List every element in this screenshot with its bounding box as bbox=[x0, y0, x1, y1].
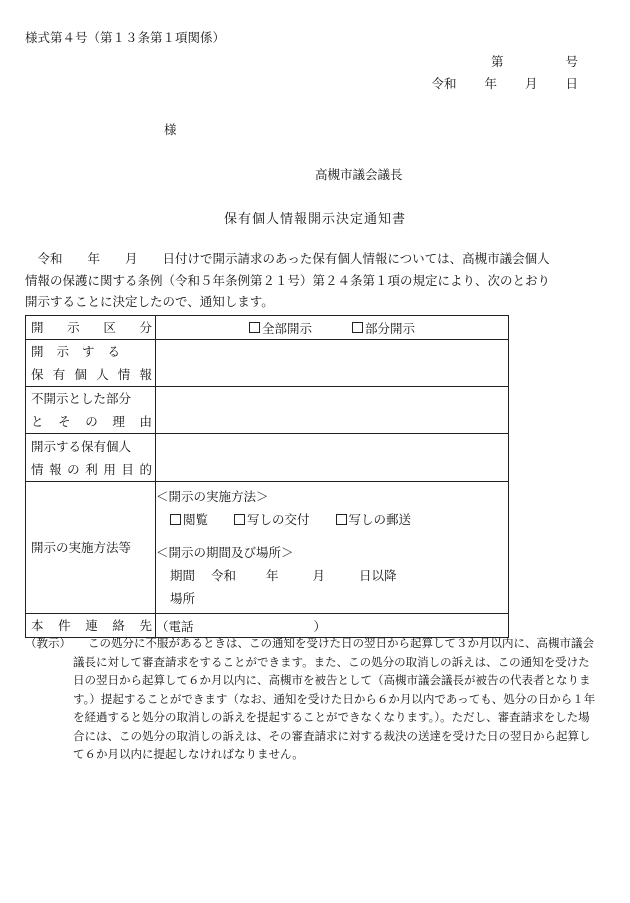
checkbox-icon[interactable] bbox=[336, 514, 347, 525]
issue-date bbox=[431, 74, 578, 92]
label-char: 先 bbox=[139, 618, 152, 633]
label-char: る bbox=[107, 344, 120, 359]
label-char: 個 bbox=[74, 367, 87, 382]
intro-paragraph bbox=[25, 248, 600, 313]
doc-no-suffix: 号 bbox=[565, 54, 578, 69]
label-char: と bbox=[31, 414, 44, 429]
instruction-notes bbox=[25, 634, 600, 764]
intro-line: 令和 年 月 日付けで開示請求のあった保有個人情報については、高槻市議会個人 bbox=[25, 251, 550, 266]
method-options bbox=[156, 508, 508, 532]
label-text bbox=[31, 316, 152, 339]
copy-mail-option[interactable] bbox=[336, 508, 412, 531]
period-era: 令和 bbox=[211, 568, 237, 583]
checkbox-icon[interactable] bbox=[170, 514, 181, 525]
date-day: 日 bbox=[565, 76, 578, 91]
table-row bbox=[26, 387, 509, 434]
label-line: 不開示とした部分 bbox=[31, 391, 132, 406]
label-char: 利 bbox=[85, 461, 98, 477]
nondisclosed-part-label bbox=[26, 387, 156, 434]
label-char: 開 bbox=[31, 344, 44, 359]
label-char: 有 bbox=[52, 367, 66, 382]
usage-purpose-value[interactable] bbox=[156, 434, 509, 482]
method-value bbox=[156, 482, 509, 614]
period-from: 日以降 bbox=[359, 568, 397, 583]
document-number bbox=[491, 52, 578, 70]
label-char: 目 bbox=[121, 461, 134, 477]
period-month: 月 bbox=[312, 568, 326, 583]
period-line bbox=[156, 564, 508, 587]
inspection-option[interactable] bbox=[170, 508, 208, 531]
label-char: す bbox=[81, 344, 95, 359]
notes-text: この処分に不服があるときは、この通知を受けた日の翌日から起算して３か月以内に、高槻市議会議長に対して審査請求をすることができます。また、この処分の取消しの訴えは、この通知を受けた日の翌日から起算して６か月以内に、高槻市を被告として（高槻市議会議長が被告の代表者となります。）提起することができます（なお、通知を受けた日から６か月以内であっても、処分の日から１年を経過すると処分の取消しの訴えを提起することができなくなります。）。ただし、審査請求をした場合には、この処分の取消しの訴えは、その審査請求に対する裁決の送達を受けた日の翌日から起算して６か月以内に提起しなければなりません。 bbox=[73, 636, 596, 761]
full-disclosure-option[interactable] bbox=[249, 319, 312, 337]
table-row bbox=[26, 340, 509, 387]
table-row bbox=[26, 482, 509, 614]
label-char: 保 bbox=[31, 367, 44, 382]
label-char: そ bbox=[58, 414, 71, 429]
label-line: 開示する保有個人 bbox=[31, 438, 132, 454]
copy-delivery-option[interactable] bbox=[234, 508, 310, 531]
partial-disclosure-option[interactable] bbox=[352, 319, 415, 337]
period-year: 年 bbox=[266, 568, 279, 583]
period-label: 期間 bbox=[170, 568, 196, 583]
label-char: 人 bbox=[96, 367, 109, 382]
date-year: 年 bbox=[484, 76, 497, 91]
label-char: 由 bbox=[139, 414, 152, 429]
label-line bbox=[31, 410, 152, 433]
table-row bbox=[26, 434, 509, 482]
method-heading: ＜開示の実施方法＞ bbox=[156, 489, 269, 504]
disclosure-type-label bbox=[26, 316, 156, 340]
label-line bbox=[31, 458, 152, 481]
label-char: 示 bbox=[67, 320, 80, 335]
intro-line: 開示することに決定したので、通知します。 bbox=[25, 294, 274, 309]
label-char: 区 bbox=[103, 320, 116, 335]
usage-purpose-label bbox=[26, 434, 156, 482]
disclosed-info-label bbox=[26, 340, 156, 387]
date-era: 令和 bbox=[431, 76, 457, 91]
option-label: 部分開示 bbox=[365, 320, 416, 336]
label-char: 絡 bbox=[112, 618, 125, 633]
doc-no-prefix: 第 bbox=[490, 54, 504, 69]
option-label: 全部開示 bbox=[261, 320, 312, 336]
label-char: 連 bbox=[85, 618, 98, 633]
sender: 高槻市議会議長 bbox=[315, 167, 403, 182]
checkbox-icon[interactable] bbox=[352, 322, 363, 333]
form-number: 様式第４号（第１３条第１項関係） bbox=[25, 30, 226, 45]
label-char: の bbox=[85, 414, 98, 429]
option-label: 写しの交付 bbox=[247, 512, 310, 527]
option-label: 閲覧 bbox=[183, 512, 209, 527]
decision-table bbox=[25, 315, 509, 638]
label-char: 理 bbox=[112, 414, 125, 429]
date-month: 月 bbox=[524, 76, 538, 91]
phone-close: ） bbox=[313, 618, 327, 634]
label-char: 情 bbox=[117, 367, 131, 382]
page-title: 保有個人情報開示決定通知書 bbox=[223, 212, 406, 227]
label-char: 報 bbox=[49, 461, 62, 477]
addressee: 様 bbox=[164, 122, 177, 137]
label-line bbox=[31, 340, 152, 363]
checkbox-icon[interactable] bbox=[249, 322, 260, 333]
option-label: 写しの郵送 bbox=[348, 512, 412, 527]
label-char: 件 bbox=[58, 618, 71, 633]
disclosure-type-value bbox=[156, 316, 509, 340]
label-line bbox=[31, 363, 152, 386]
nondisclosed-part-value[interactable] bbox=[156, 387, 509, 434]
notes-lead: （教示） bbox=[25, 636, 71, 650]
disclosed-info-value[interactable] bbox=[156, 340, 509, 387]
label-char: 本 bbox=[31, 618, 44, 633]
intro-line: 情報の保護に関する条例（令和５年条例第２１号）第２４条第１項の規定により、次のとおり bbox=[25, 272, 551, 288]
label-char: 開 bbox=[31, 320, 44, 335]
label-char: 分 bbox=[139, 320, 152, 335]
label-char: 報 bbox=[139, 367, 152, 382]
label-char: の bbox=[67, 461, 80, 477]
period-heading: ＜開示の期間及び場所＞ bbox=[156, 545, 294, 560]
method-label: 開示の実施方法等 bbox=[26, 482, 156, 614]
label-char: 示 bbox=[56, 344, 69, 359]
label-char: 情 bbox=[31, 461, 44, 477]
place-line: 場所 bbox=[170, 591, 196, 606]
disclosure-type-options bbox=[156, 319, 508, 337]
phone-open: （電話 bbox=[156, 618, 194, 634]
checkbox-icon[interactable] bbox=[234, 514, 245, 525]
label-char: 用 bbox=[103, 461, 116, 477]
table-row bbox=[26, 316, 509, 340]
label-char: 的 bbox=[139, 461, 152, 477]
